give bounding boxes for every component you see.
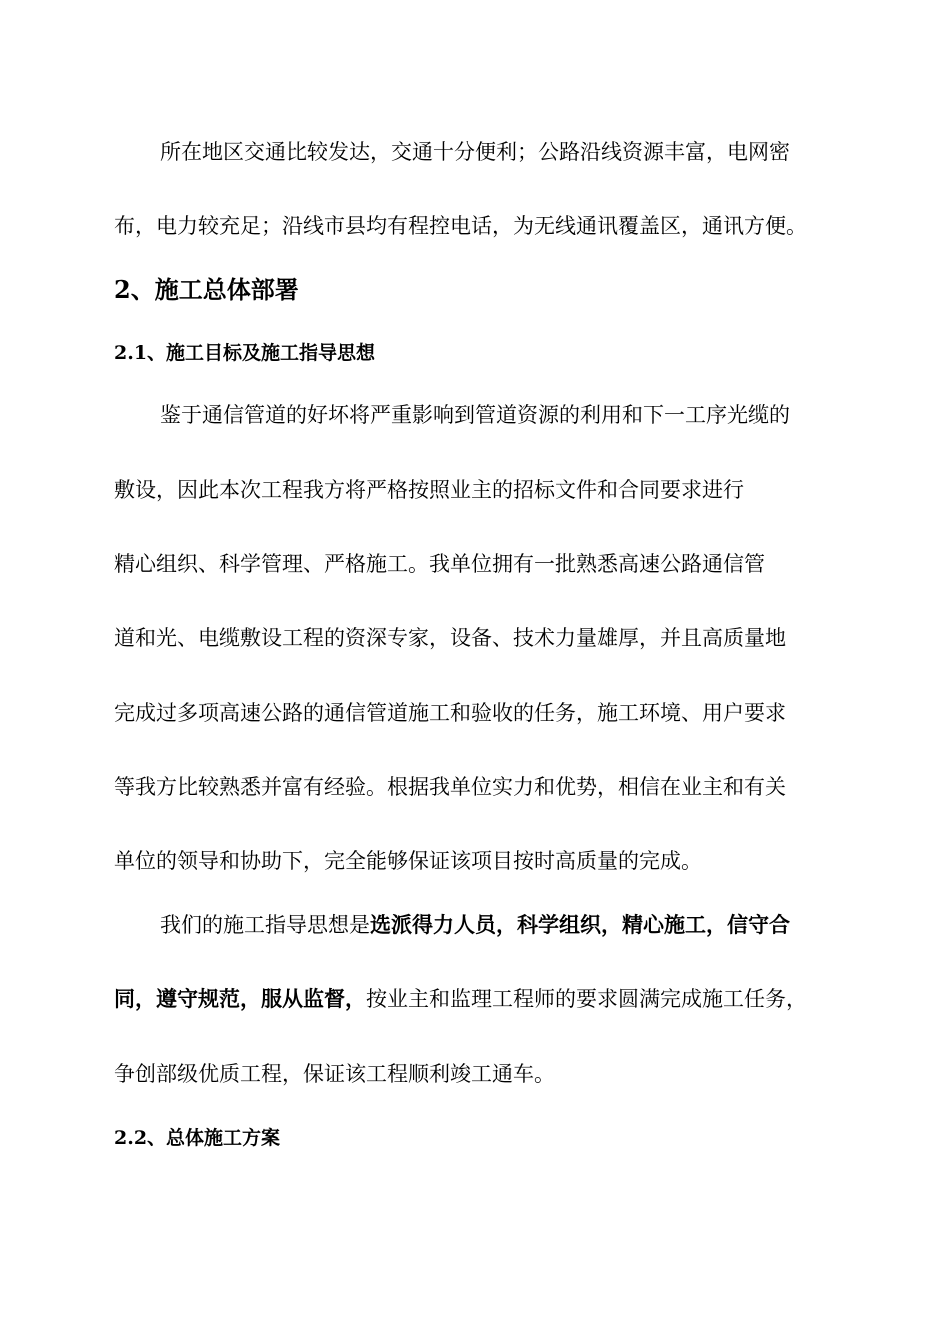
para1-line-2: 敷设，因此本次工程我方将严格按照业主的招标文件和合同要求进行 — [114, 478, 744, 502]
section-2-1-heading: 2.1、施工目标及施工指导思想 — [114, 342, 376, 364]
para2-line-2 — [114, 985, 844, 1013]
para1-line-5: 完成过多项高速公路的通信管道施工和验收的任务，施工环境、用户要求 — [114, 701, 786, 725]
intro-line-1: 所在地区交通比较发达，交通十分便利；公路沿线资源丰富，电网密 — [160, 140, 790, 164]
para1-line-1: 鉴于通信管道的好坏将严重影响到管道资源的利用和下一工序光缆的 — [160, 403, 790, 427]
guiding-thought-intro: 我们的施工指导思想是 — [160, 913, 370, 937]
guiding-thought-bold-1: 选派得力人员，科学组织，精心施工，信守合 — [370, 912, 790, 937]
para2-line-3: 争创部级优质工程，保证该工程顺利竣工通车。 — [114, 1062, 555, 1086]
guiding-thought-bold-2: 同，遵守规范，服从监督， — [114, 986, 366, 1011]
intro-line-2: 布，电力较充足；沿线市县均有程控电话，为无线通讯覆盖区，通讯方便。 — [114, 214, 807, 238]
section-2-2-heading: 2.2、总体施工方案 — [114, 1127, 281, 1149]
para1-line-6: 等我方比较熟悉并富有经验。根据我单位实力和优势，相信在业主和有关 — [114, 775, 786, 799]
para2-line-1 — [160, 911, 844, 939]
para1-line-7: 单位的领导和协助下，完全能够保证该项目按时高质量的完成。 — [114, 849, 702, 873]
section-2-heading: 2、施工总体部署 — [114, 275, 299, 304]
guiding-thought-rest: 按业主和监理工程师的要求圆满完成施工任务， — [366, 987, 807, 1011]
para1-line-3: 精心组织、科学管理、严格施工。我单位拥有一批熟悉高速公路通信管 — [114, 552, 765, 576]
para1-line-4: 道和光、电缆敷设工程的资深专家，设备、技术力量雄厚，并且高质量地 — [114, 626, 786, 650]
